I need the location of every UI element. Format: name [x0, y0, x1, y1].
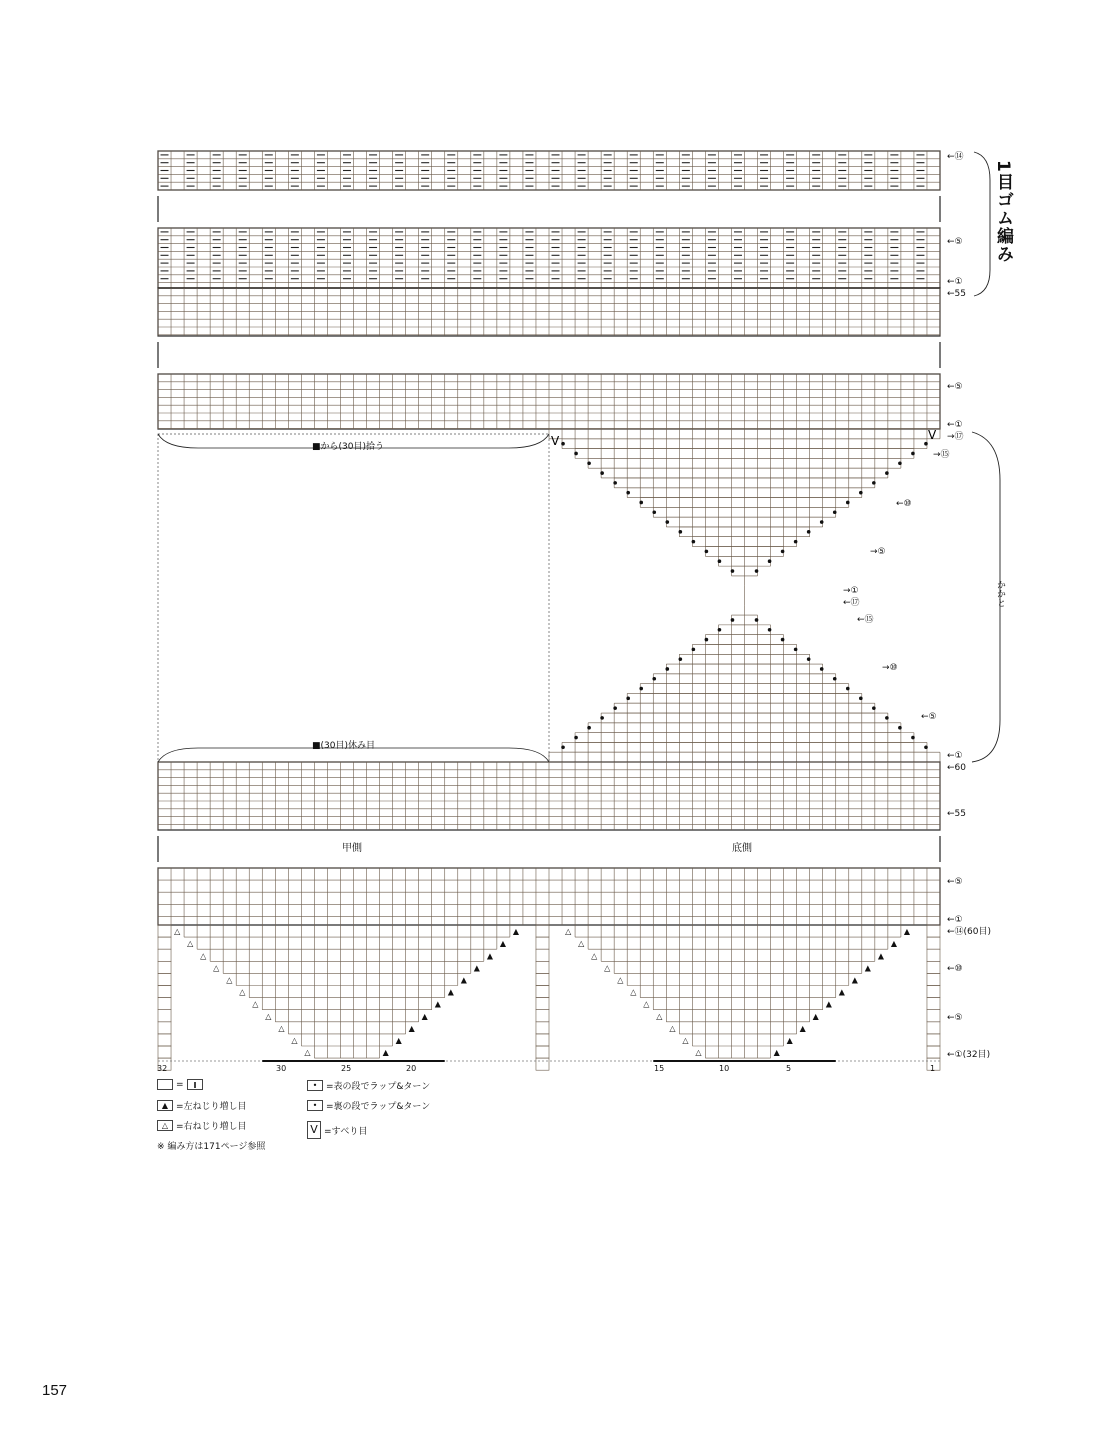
svg-text:△: △ — [565, 927, 572, 937]
svg-text:▲: ▲ — [382, 1048, 389, 1058]
leg-top — [158, 288, 940, 336]
svg-text:▲: ▲ — [408, 1023, 415, 1033]
legend-text: =すべり目 — [324, 1126, 368, 1137]
svg-text:△: △ — [656, 1011, 663, 1021]
svg-text:▲: ▲ — [512, 927, 520, 937]
row-label: ←① — [947, 277, 963, 287]
filled-triangle-icon: ▲ — [157, 1100, 173, 1111]
row-label: ←⑩ — [947, 964, 963, 974]
svg-text:▲: ▲ — [434, 999, 441, 1009]
svg-text:△: △ — [239, 987, 246, 997]
row-label: ←⑤ — [947, 1013, 963, 1023]
legend-text: =表の段でラップ&ターン — [326, 1082, 431, 1092]
svg-text:▲: ▲ — [786, 1036, 793, 1045]
svg-text:▲: ▲ — [773, 1048, 780, 1058]
open-triangle-icon: △ — [157, 1120, 173, 1131]
slip-stitch-icon: V — [307, 1121, 321, 1139]
sole-label: 底側 — [732, 843, 752, 854]
column-number: 32 — [157, 1064, 168, 1073]
svg-text:▲: ▲ — [903, 927, 911, 937]
row-label: ←⑮ — [857, 615, 874, 625]
column-number: 5 — [786, 1064, 792, 1073]
row-label: ←⑤ — [947, 877, 963, 887]
row-label: →⑤ — [870, 547, 886, 557]
column-number: 20 — [406, 1064, 417, 1073]
svg-text:▲: ▲ — [812, 1011, 819, 1021]
legend-text: =右ねじり増し目 — [176, 1122, 247, 1132]
svg-text:△: △ — [291, 1036, 298, 1045]
svg-text:△: △ — [174, 927, 181, 937]
toe-grid — [158, 925, 940, 1070]
foot-grid — [158, 762, 940, 830]
svg-text:△: △ — [304, 1048, 311, 1058]
wrap-turn-wrong-icon: • — [307, 1100, 323, 1111]
row-label: ←⑭ — [947, 152, 964, 162]
svg-text:△: △ — [226, 975, 233, 985]
wrap-turn-right-icon: • — [307, 1080, 323, 1091]
row-label: →⑮ — [933, 450, 950, 460]
pickup-label: ■から(30目)拾う — [312, 442, 384, 452]
column-number: 25 — [341, 1064, 352, 1073]
heel-label: かかと — [995, 580, 1005, 607]
row-label: ←①(32目) — [947, 1050, 991, 1060]
svg-text:▲: ▲ — [499, 939, 507, 949]
row-label: ←60 — [947, 763, 966, 773]
instep-label: 甲側 — [342, 843, 362, 854]
row-label: ←① — [947, 915, 963, 925]
svg-text:△: △ — [200, 951, 207, 961]
svg-text:△: △ — [252, 999, 259, 1009]
pickup-area-outline — [158, 434, 549, 762]
row-label: ←⑰ — [843, 598, 860, 608]
row-label: ←⑤ — [947, 237, 963, 247]
row-label: →⑩ — [882, 663, 898, 673]
svg-text:△: △ — [617, 975, 624, 985]
legend-text: ※ 編み方は171ページ参照 — [157, 1142, 266, 1152]
svg-text:△: △ — [187, 939, 194, 949]
svg-text:△: △ — [669, 1023, 676, 1033]
legend-right-inc — [157, 1119, 247, 1132]
legend-wrap-wrong — [307, 1099, 430, 1112]
svg-text:△: △ — [591, 951, 598, 961]
svg-text:▲: ▲ — [799, 1023, 806, 1033]
row-label: ←⑤ — [947, 382, 963, 392]
row-label: →⑰ — [947, 432, 964, 442]
row-label: ←⑤ — [921, 712, 937, 722]
column-number: 15 — [654, 1064, 665, 1073]
cuff-brace — [974, 152, 990, 296]
legend-slip — [307, 1121, 367, 1139]
svg-text:▲: ▲ — [825, 999, 832, 1009]
svg-text:△: △ — [630, 987, 637, 997]
svg-text:▲: ▲ — [473, 963, 480, 973]
svg-text:△: △ — [213, 963, 220, 973]
column-number: 30 — [276, 1064, 287, 1073]
svg-text:△: △ — [695, 1048, 702, 1058]
knit-stitch-icon — [187, 1079, 203, 1090]
page-number: 157 — [42, 1382, 68, 1399]
row-label: →① — [843, 586, 859, 596]
slip-v-left: V — [551, 434, 560, 448]
svg-text:△: △ — [643, 999, 650, 1009]
column-number: 10 — [719, 1064, 730, 1073]
cuff-rib-bottom — [158, 228, 940, 288]
svg-text:△: △ — [265, 1011, 272, 1021]
legend-text: = — [176, 1079, 184, 1090]
blank-cell-icon — [157, 1079, 173, 1090]
leg-bottom — [158, 374, 940, 429]
svg-text:▲: ▲ — [890, 939, 898, 949]
heel-grid — [549, 429, 940, 762]
legend-wrap-right — [307, 1079, 430, 1092]
svg-text:△: △ — [604, 963, 611, 973]
svg-text:▲: ▲ — [486, 951, 493, 961]
cuff-rib-top — [158, 151, 940, 190]
svg-text:▲: ▲ — [864, 963, 871, 973]
svg-text:▲: ▲ — [447, 987, 454, 997]
svg-text:▲: ▲ — [460, 975, 467, 985]
svg-text:▲: ▲ — [421, 1011, 428, 1021]
legend-text: =裏の段でラップ&ターン — [326, 1102, 431, 1112]
svg-text:△: △ — [278, 1023, 285, 1033]
svg-text:▲: ▲ — [395, 1036, 402, 1045]
column-number: 1 — [930, 1064, 936, 1073]
rest-label: ■(30目)休み目 — [312, 741, 375, 751]
cuff-title: 1目ゴム編み — [993, 160, 1013, 263]
toe-full-rows — [158, 868, 940, 925]
row-label: ←⑩ — [896, 499, 912, 509]
svg-text:△: △ — [578, 939, 585, 949]
svg-text:▲: ▲ — [877, 951, 884, 961]
svg-text:△: △ — [682, 1036, 689, 1045]
slip-v-right: V — [928, 428, 937, 442]
row-label: ←55 — [947, 809, 966, 819]
row-label: ←① — [947, 751, 963, 761]
svg-text:▲: ▲ — [838, 987, 845, 997]
legend-blank — [157, 1079, 203, 1090]
svg-text:▲: ▲ — [851, 975, 858, 985]
row-label: ←55 — [947, 289, 966, 299]
legend-text: =左ねじり増し目 — [176, 1102, 247, 1112]
row-label: ←① — [947, 420, 963, 430]
legend-note — [157, 1139, 265, 1152]
row-label: ←⑭(60目) — [947, 927, 992, 937]
legend-left-inc — [157, 1099, 247, 1112]
